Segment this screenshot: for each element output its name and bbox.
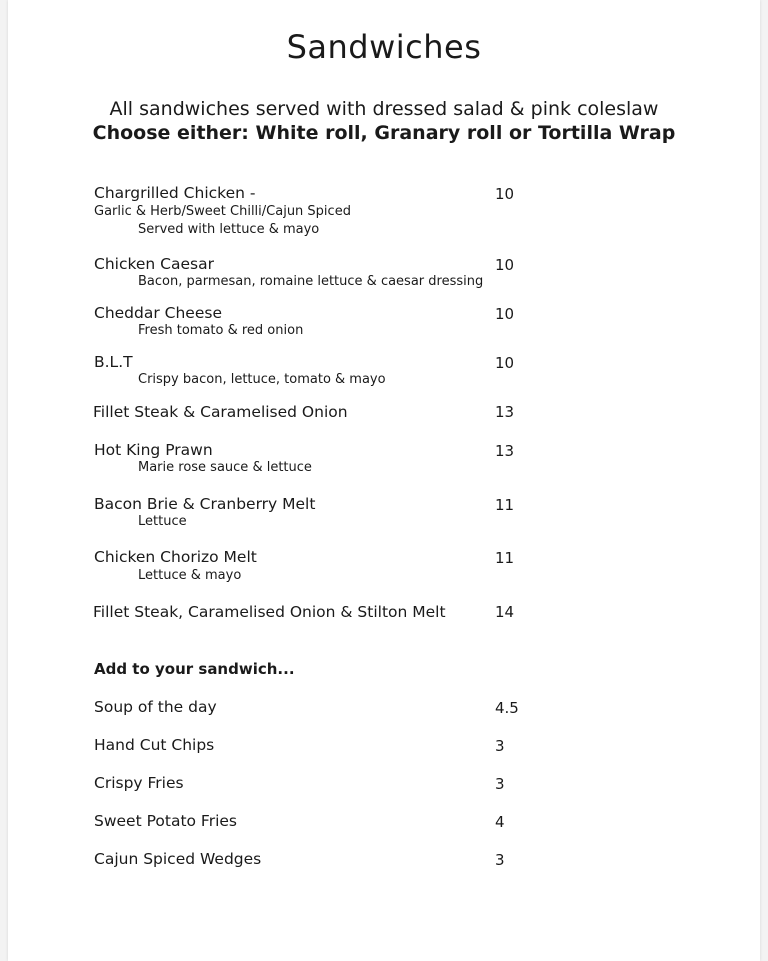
page-title: Sandwiches	[286, 28, 482, 66]
menu-item-price: 10	[495, 185, 515, 203]
menu-item-name: Chicken Caesar	[94, 255, 214, 273]
extra-item-name: Sweet Potato Fries	[94, 812, 238, 830]
extra-item-price: 4.5	[495, 699, 519, 717]
menu-item-name: Chargrilled Chicken -	[94, 184, 256, 202]
menu-page	[8, 0, 760, 961]
extra-item-price: 4	[495, 813, 505, 831]
subtitle-bread-choice: Choose either: White roll, Granary roll or Tortilla Wrap	[92, 122, 676, 144]
menu-item-name: Fillet Steak, Caramelised Onion & Stilton Melt	[93, 603, 446, 621]
menu-item-description: Fresh tomato & red onion	[138, 323, 304, 338]
extra-item-name: Soup of the day	[94, 698, 217, 716]
menu-item-description: Served with lettuce & mayo	[138, 222, 320, 237]
extra-item-name: Cajun Spiced Wedges	[94, 850, 262, 868]
menu-item-name: Hot King Prawn	[94, 441, 213, 459]
menu-item-price: 11	[495, 549, 515, 567]
extra-item-name: Hand Cut Chips	[94, 736, 215, 754]
extras-heading: Add to your sandwich...	[94, 660, 295, 678]
extra-item-price: 3	[495, 851, 505, 869]
menu-item-description: Garlic & Herb/Sweet Chilli/Cajun Spiced	[94, 204, 351, 219]
menu-item-description: Lettuce	[138, 514, 187, 529]
menu-item-name: Chicken Chorizo Melt	[94, 548, 257, 566]
menu-item-price: 10	[495, 256, 515, 274]
menu-item-price: 11	[495, 496, 515, 514]
menu-item-description: Crispy bacon, lettuce, tomato & mayo	[138, 372, 386, 387]
menu-item-name: B.L.T	[94, 353, 133, 371]
menu-item-name: Fillet Steak & Caramelised Onion	[93, 403, 348, 421]
menu-item-price: 13	[495, 442, 515, 460]
menu-item-price: 13	[495, 403, 515, 421]
extra-item-name: Crispy Fries	[94, 774, 184, 792]
extra-item-price: 3	[495, 775, 505, 793]
menu-item-description: Lettuce & mayo	[138, 568, 242, 583]
menu-item-price: 10	[495, 305, 515, 323]
menu-item-name: Cheddar Cheese	[94, 304, 222, 322]
menu-item-name: Bacon Brie & Cranberry Melt	[94, 495, 316, 513]
subtitle-serving-note: All sandwiches served with dressed salad & pink coleslaw	[109, 98, 659, 120]
menu-item-price: 14	[495, 603, 515, 621]
extra-item-price: 3	[495, 737, 505, 755]
menu-item-description: Bacon, parmesan, romaine lettuce & caesar dressing	[138, 274, 484, 289]
menu-item-description: Marie rose sauce & lettuce	[138, 460, 312, 475]
menu-item-price: 10	[495, 354, 515, 372]
